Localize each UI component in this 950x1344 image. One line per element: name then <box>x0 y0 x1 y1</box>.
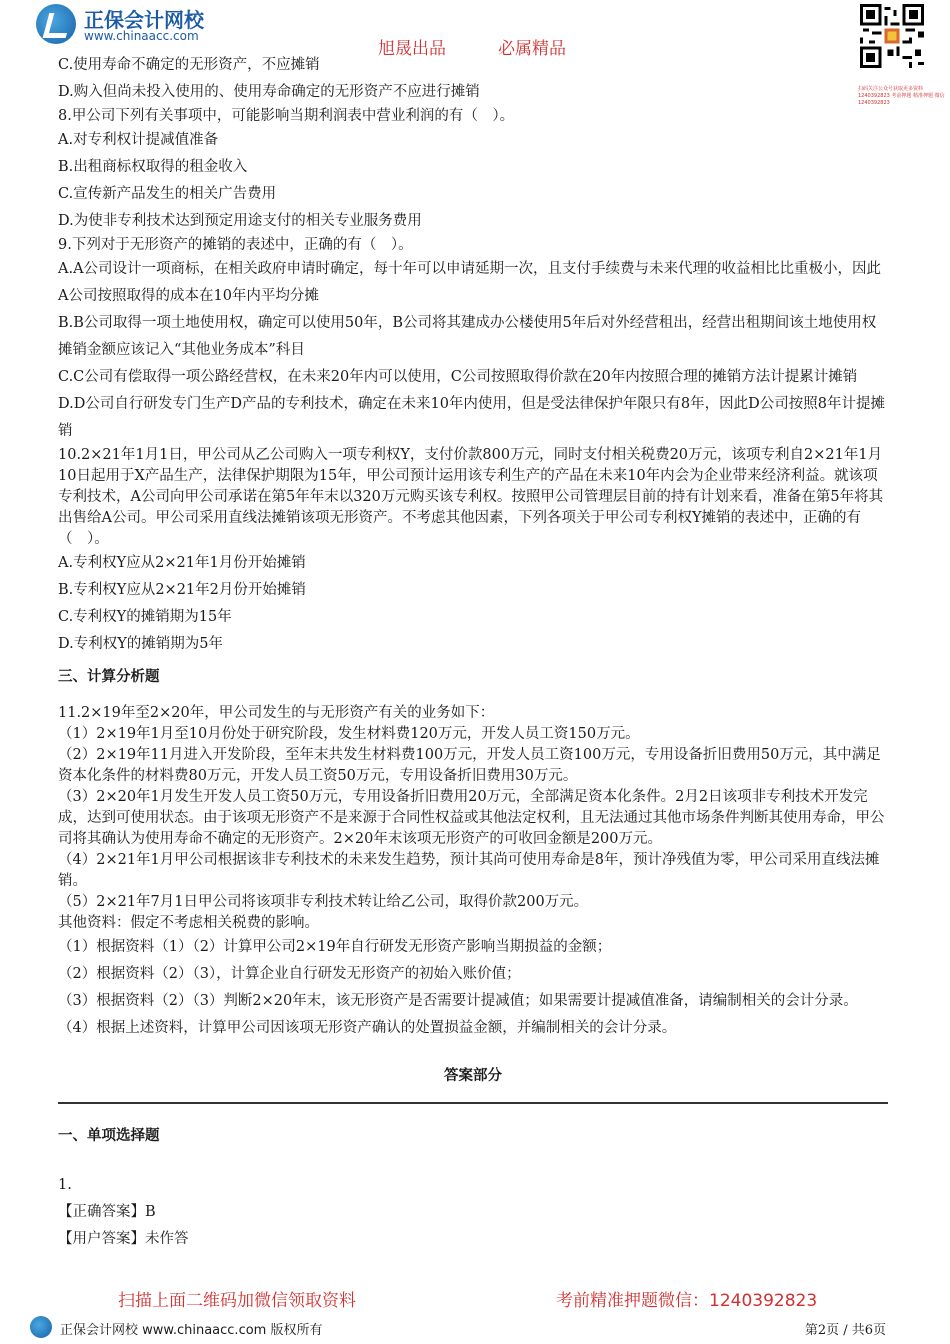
option-text: C.宣传新产品发生的相关广告费用 <box>58 186 277 202</box>
user-answer: 【用户答案】未作答 <box>58 1231 189 1247</box>
question-stem: 9.下列对于无形资产的摊销的表述中，正确的有（ ）。 <box>58 237 413 253</box>
material-item: （2）2×19年11月进入开发阶段，至年末共发生材料费100万元，开发人员工资100万元，专用设备折旧费用50万元，其中满足资本化条件的材料费80万元，开发人员工资50万元，专用设备折旧费用30万元。 <box>58 746 881 784</box>
material-item: （4）2×21年1月甲公司根据该非专利技术的未来发生趋势，预计其尚可使用寿命是8年，预计净残值为零，甲公司采用直线法摊销。 <box>58 851 880 889</box>
question-stem: 8.甲公司下列有关事项中，可能影响当期利润表中营业利润的有（ ）。 <box>58 108 515 124</box>
section-title: 三、计算分析题 <box>58 669 160 685</box>
question-stem: 10.2×21年1月1日，甲公司从乙公司购入一项专利权Y，支付价款800万元，同时支付相关税费20万元，该项专利自2×21年1月10日起用于X产品生产，法律保护期限为15年，甲公司预计运用该专利生产的产品在未来10年内会为企业带来经济利益。就该项专利技术，A公司向甲公司承诺在第5年年末以320万元购买该专利权。按照甲公司管理层目前的持有计划来看，准备在第5年将其出售给A公司。甲公司采用直线法摊销该项无形资产。不考虑其他因素，下列各项关于甲公司专利权Y摊销的表述中，正确的有（ ）。 <box>58 447 884 547</box>
option-text: C.专利权Y的摊销期为15年 <box>58 609 232 625</box>
option-text: A.A公司设计一项商标，在相关政府申请时确定，每十年可以申请延期一次，且支付手续费与未来代理的收益相比比重极小，因此A公司按照取得的成本在10年内平均分摊 <box>58 261 882 304</box>
slogan-left: 旭晟出品 <box>378 39 446 59</box>
requirement-item: （3）根据资料（2）（3）判断2×20年末，该无形资产是否需要计提减值；如果需要计提减值准备，请编制相关的会计分录。 <box>58 992 858 1009</box>
document-body <box>58 52 888 1253</box>
brand-url: www.chinaacc.com <box>84 29 199 43</box>
brand-name: 正保会计网校 <box>84 8 204 32</box>
question-stem: 11.2×19年至2×20年，甲公司发生的与无形资产有关的业务如下： <box>58 704 495 721</box>
option-text: D.专利权Y的摊销期为5年 <box>58 636 224 652</box>
footer-logo-icon <box>30 1316 52 1338</box>
brand-logo-icon <box>36 4 76 44</box>
material-item: （3）2×20年1月发生开发人员工资50万元，专用设备折旧费用20万元，全部满足资本化条件。2月2日该项非专利技术开发完成，达到可使用状态。由于该项无形资产不是来源于合同性权益或其他法定权利，且无法通过其他市场条件判断其使用寿命，甲公司将其确认为使用寿命不确定的无形资产。2×20年末该项无形资产的可收回金额是200万元。 <box>58 788 885 847</box>
promo-left: 扫描上面二维码加微信领取资料 <box>118 1291 356 1311</box>
brand-logo[interactable] <box>36 4 226 44</box>
option-text: C.使用寿命不确定的无形资产，不应摊销 <box>58 57 320 73</box>
slogan-right: 必属精品 <box>498 39 566 59</box>
divider <box>58 1102 888 1104</box>
option-text: C.C公司有偿取得一项公路经营权，在未来20年内可以使用，C公司按照取得价款在20年内按照合理的摊销方法计提累计摊销 <box>58 369 858 385</box>
option-text: A.专利权Y应从2×21年1月份开始摊销 <box>58 555 306 571</box>
material-item: 其他资料：假定不考虑相关税费的影响。 <box>58 914 319 931</box>
requirement-item: （2）根据资料（2）（3），计算企业自行研发无形资产的初始入账价值； <box>58 965 521 982</box>
requirement-item: （1）根据资料（1）（2）计算甲公司2×19年自行研发无形资产影响当期损益的金额； <box>58 938 612 955</box>
answer-section-title: 一、单项选择题 <box>58 1128 160 1144</box>
answer-number: 1. <box>58 1177 72 1193</box>
qr-caption: 扫码关注公众号获取更多资料 1240392823 考前押题 精准押题 微信 1240392823 <box>858 86 945 106</box>
option-text: D.为使非专利技术达到预定用途支付的相关专业服务费用 <box>58 213 422 229</box>
option-text: B.B公司取得一项土地使用权，确定可以使用50年，B公司将其建成办公楼使用5年后对外经营租出，经营出租期间该土地使用权摊销金额应该记入“其他业务成本”科目 <box>58 315 877 358</box>
page-footer <box>30 1316 890 1340</box>
material-item: （5）2×21年7月1日甲公司将该项非专利技术转让给乙公司，取得价款200万元。 <box>58 893 589 910</box>
footer-copyright: 正保会计网校 www.chinaacc.com 版权所有 <box>60 1323 323 1338</box>
page-number: 第2页 / 共6页 <box>804 1323 886 1338</box>
option-text: D.购入但尚未投入使用的、使用寿命确定的无形资产不应进行摊销 <box>58 84 480 100</box>
promo-right: 考前精准押题微信：1240392823 <box>556 1291 818 1311</box>
option-text: A.对专利权计提减值准备 <box>58 132 219 148</box>
option-text: D.D公司自行研发专门生产D产品的专利技术，确定在未来10年内使用，但是受法律保护年限只有8年，因此D公司按照8年计提摊销 <box>58 396 885 439</box>
correct-answer: 【正确答案】B <box>58 1204 156 1220</box>
material-item: （1）2×19年1月至10月份处于研究阶段，发生材料费120万元，开发人员工资150万元。 <box>58 725 640 742</box>
requirement-item: （4）根据上述资料，计算甲公司因该项无形资产确认的处置损益金额，并编制相关的会计分录。 <box>58 1019 677 1036</box>
option-text: B.出租商标权取得的租金收入 <box>58 159 248 175</box>
option-text: B.专利权Y应从2×21年2月份开始摊销 <box>58 582 306 598</box>
answer-title: 答案部分 <box>444 1067 502 1084</box>
